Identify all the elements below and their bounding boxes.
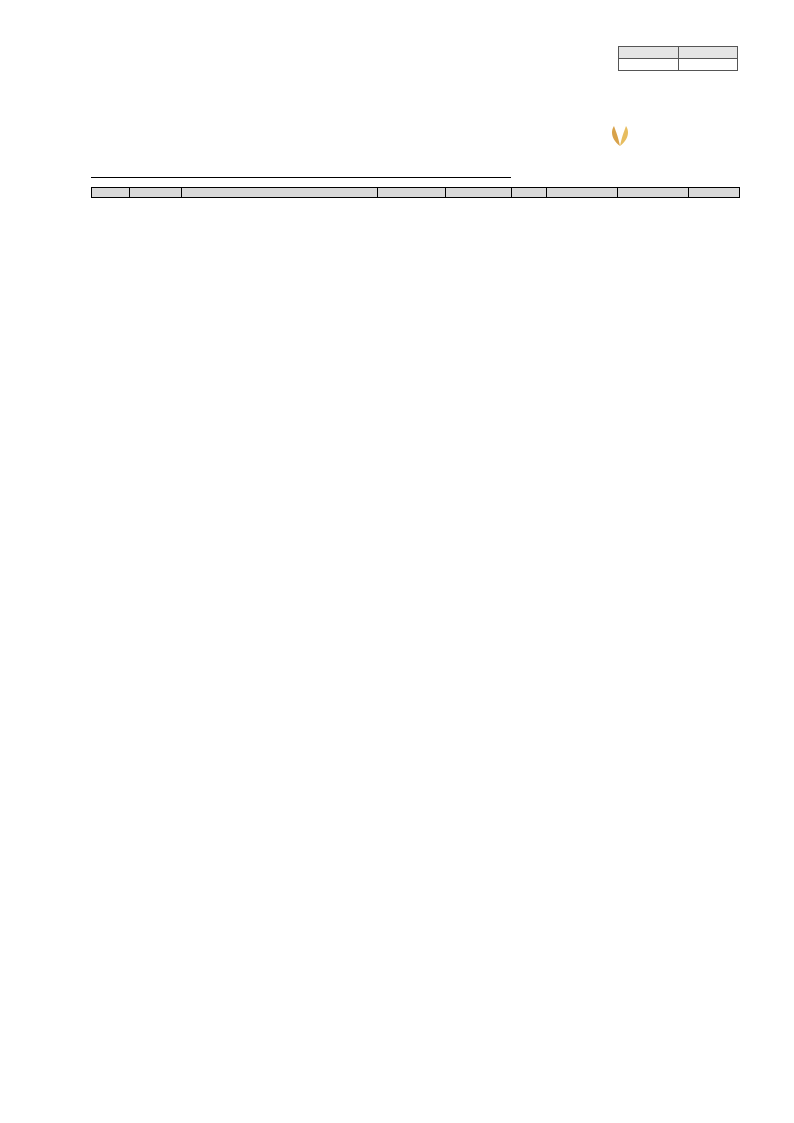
staff-label xyxy=(678,47,738,59)
total-underline xyxy=(91,177,511,178)
header-name xyxy=(182,188,378,198)
header-note xyxy=(689,188,740,198)
no-value xyxy=(619,59,679,71)
table-header-row xyxy=(92,188,740,198)
header-amount xyxy=(618,188,689,198)
doc-number-box xyxy=(618,46,738,71)
staff-value xyxy=(678,59,738,71)
header-qty xyxy=(512,188,547,198)
dios-emblem-icon xyxy=(604,124,636,148)
estimate-table xyxy=(91,187,740,198)
dios-logo xyxy=(604,124,636,156)
header-material xyxy=(446,188,512,198)
header-placement xyxy=(92,188,130,198)
header-unit xyxy=(547,188,618,198)
header-col xyxy=(378,188,446,198)
no-label xyxy=(619,47,679,59)
header-code xyxy=(130,188,182,198)
